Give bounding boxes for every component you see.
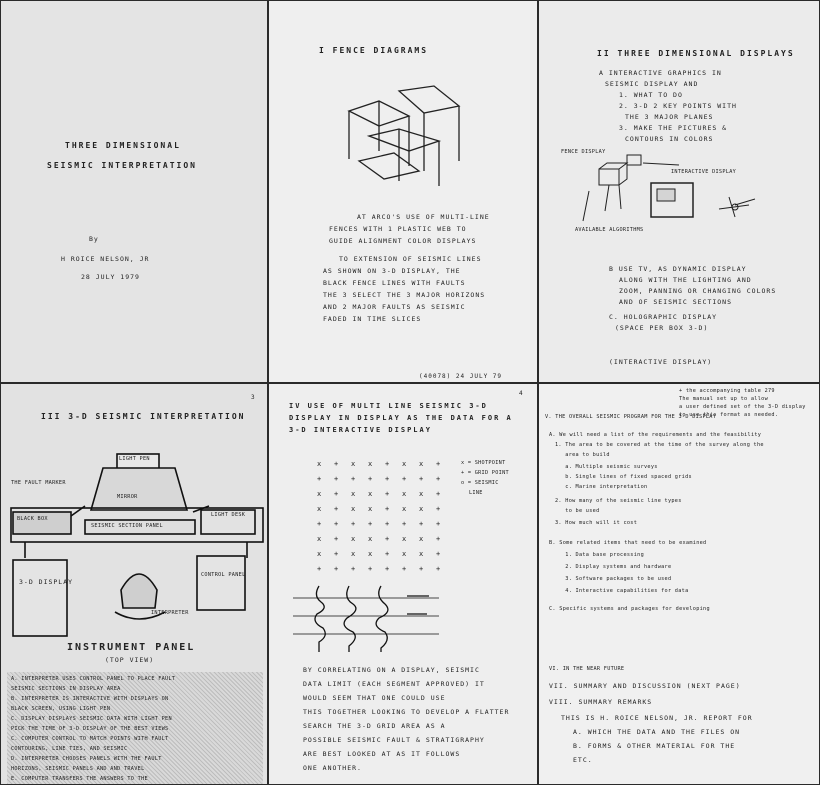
grid-mark: + xyxy=(334,505,339,513)
grid-mark: + xyxy=(385,490,390,498)
instrument-panel-diagram xyxy=(5,440,265,640)
grid-mark: x xyxy=(317,490,322,498)
grid-mark: + xyxy=(334,520,339,528)
grid-mark: x xyxy=(402,535,407,543)
grid-mark: x xyxy=(402,460,407,468)
grid-mark: x xyxy=(317,505,322,513)
grid-mark: x xyxy=(419,490,424,498)
grid-mark: x xyxy=(351,460,356,468)
grid-mark: + xyxy=(368,565,373,573)
seismic-panel-label: SEISMIC SECTION PANEL xyxy=(91,523,163,529)
page-multi-line-seismic: 4 IV USE OF MULTI LINE SEISMIC 3-D DISPLAY IN DISPLAY AS THE DATA FOR A 3-D INTERACTIVE DISPLAY x + x x + x x + + + + + + + + + x + x x + x x + x + x x + x x + + + + + + + + + x + x x + x x + x + x x + x x + + + + + + + + + x = SHOTPOINT + = GRID POINT o = SEISMIC LINE BY CORRELATING ON A DISPLAY, SEISMIC DATA LIMIT (EACH SEGMENT APPROVED) IT WOULD SEEM THAT ONE COULD USE THIS TOGETHER LOOKING TO DEVELOP A FLATTER SEARCH THE 3-D GRID AREA AS A POSSIBLE SEISMIC FAULT & STRATIGRAPHY ARE BEST LOOKED AT AS IT FOLLOWS ONE ANOTHER. xyxy=(268,383,538,785)
interactive-display-label: INTERACTIVE DISPLAY xyxy=(671,169,737,175)
grid-mark: + xyxy=(368,520,373,528)
seismic-traces-figure xyxy=(289,580,449,660)
displays-footer: (INTERACTIVE DISPLAY) xyxy=(609,358,713,366)
grid-mark: x xyxy=(402,505,407,513)
grid-mark: x xyxy=(419,550,424,558)
instrument-panel-title: INSTRUMENT PANEL xyxy=(67,642,196,653)
control-panel-label: CONTROL PANEL xyxy=(201,572,246,578)
grid-mark: x xyxy=(368,490,373,498)
page-3d-displays: II THREE DIMENSIONAL DISPLAYS A INTERACTIVE GRAPHICS IN SEISMIC DISPLAY AND 1. WHAT TO DO 2. 3-D 2 KEY POINTS WITH THE 3 MAJOR PLANES 3. MAKE THE PICTURES & CONTOURS IN COLORS FENCE DISPLAY INTERACTIVE DISPLAY AVAILABLE ALGORITHMS B USE TV, AS DYNAMIC DISPLAY ALONG WITH THE LIGHTING AND ZOOM, PANNING OR CHANGING COLORS AND OF SEISMIC SECTIONS C. HOLOGRAPHIC DISPLAY (SPACE PER BOX 3-D) (INTERACTIVE DISPLAY) xyxy=(538,0,820,383)
grid-mark: + xyxy=(419,520,424,528)
page-fence-diagrams: I FENCE DIAGRAMS AT ARCO'S USE OF MULTI-LINE FENCES WITH 1 PLASTIC WEB TO GUIDE ALIGNMENT COLOR DISPLAYS TO EXTENSION OF SEISMIC LINES AS SHOWN ON 3-D DISPLAY, THE BLACK FENCE LINES WITH FAULTS THE 3 SELECT THE 3 MAJOR HORIZONS AND 2 MAJOR FAULTS AS SEISMIC FADED IN TIME SLICES (40078) 24 JULY 79 xyxy=(268,0,538,383)
grid-mark: + xyxy=(334,490,339,498)
grid-mark: + xyxy=(436,565,441,573)
black-box-label: BLACK BOX xyxy=(17,516,48,522)
instrument-panel-subtitle: (TOP VIEW) xyxy=(105,656,155,664)
grid-mark: x xyxy=(402,490,407,498)
fence-page-number: (40078) 24 JULY 79 xyxy=(419,373,503,380)
grid-mark: + xyxy=(351,475,356,483)
grid-mark: + xyxy=(402,520,407,528)
title-line-1: THREE DIMENSIONAL xyxy=(65,141,181,150)
fence-display-label: FENCE DISPLAY xyxy=(561,149,606,155)
grid-mark: + xyxy=(317,475,322,483)
grid-mark: + xyxy=(385,505,390,513)
program-intro: V. THE OVERALL SEISMIC PROGRAM FOR THE 3-D DISPLAY xyxy=(545,414,717,420)
light-desk-label: LIGHT DESK xyxy=(211,512,246,518)
fence-heading: I FENCE DIAGRAMS xyxy=(319,46,429,55)
grid-mark: + xyxy=(436,460,441,468)
displays-heading: II THREE DIMENSIONAL DISPLAYS xyxy=(597,49,795,58)
grid-mark: + xyxy=(334,565,339,573)
grid-mark: + xyxy=(351,520,356,528)
available-algorithms-label: AVAILABLE ALGORITHMS xyxy=(575,227,644,233)
mirror-label: MIRROR xyxy=(117,494,138,500)
3d-display-label: 3-D DISPLAY xyxy=(19,578,74,586)
grid-mark: x xyxy=(368,460,373,468)
page-program-outline: + the accompanying table 279 The manual set up to allow a user defined set of the 3-D display to use this format as needed. V. THE OVERALL SEISMIC PROGRAM FOR THE 3-D DISPLAY A. We will need a list of the requirements and the feasibility 1. The area to be covered at the time of the survey along the area to build a. Multiple seismic surveys b. Single lines of fixed spaced grids c. Marine interpretation 2. How many of the seismic line types to be used 3. How much will it cost B. Some related items that need to be examined 1. Data base processing 2. Display systems and hardware 3. Software packages to be used 4. Interactive capabilities for data C. Specific systems and packages for developing VI. IN THE NEAR FUTURE VII. SUMMARY AND DISCUSSION (NEXT PAGE) VIII. SUMMARY REMARKS THIS IS H. ROICE NELSON, JR. REPORT FOR A. WHICH THE DATA AND THE FILES ON B. FORMS & OTHER MATERIAL FOR THE ETC. xyxy=(538,383,820,785)
grid-mark: + xyxy=(317,565,322,573)
title-line-2: SEISMIC INTERPRETATION xyxy=(47,161,197,170)
grid-mark: x xyxy=(351,535,356,543)
page-title-card xyxy=(0,0,268,383)
grid-mark: + xyxy=(334,535,339,543)
page-seismic-interpretation: 3 III 3-D SEISMIC INTERPRETATION LIGHT PEN THE FAULT MARKER MIRROR BLACK BOX SEISMIC SECTION PANEL LIGHT DESK 3-D DISPLAY CONTROL PANEL INTERPRETER INSTRUMENT PANEL (TOP VIEW) A. INTERPRETER USES CONTROL PANEL TO PLACE FAULT SEISMIC SECTIONS IN DISPLAY AREA B. INTERPRETER IS INTERACTIVE WITH DISPLAYS ON BLACK SCREEN, USING LIGHT PEN C. DISPLAY DISPLAYS SEISMIC DATA WITH LIGHT PEN PICK THE TIME OF 3-D DISPLAY OF THE BEST VIEWS C. COMPUTER CONTROL TO MATCH POINTS WITH FAULT CONTOURING, LINE TIES, AND SEISMIC D. INTERPRETER CHOOSES PANELS WITH THE FAULT HORIZONS, SEISMIC PANELS AND AND TRAVEL E. COMPUTER TRANSFERS THE ANSWERS TO THE xyxy=(0,383,268,785)
grid-mark: + xyxy=(436,550,441,558)
fence-diagram-figure xyxy=(339,81,479,191)
author-name: H ROICE NELSON, JR xyxy=(61,255,150,263)
grid-mark: x xyxy=(368,550,373,558)
grid-mark: + xyxy=(419,475,424,483)
multiline-page-number: 4 xyxy=(519,390,524,397)
grid-mark: + xyxy=(317,520,322,528)
grid-mark: x xyxy=(351,505,356,513)
grid-mark: + xyxy=(436,535,441,543)
grid-mark: + xyxy=(334,550,339,558)
grid-mark: + xyxy=(419,565,424,573)
title-date: 28 JULY 1979 xyxy=(81,273,140,281)
grid-mark: x xyxy=(402,550,407,558)
grid-mark: + xyxy=(334,460,339,468)
grid-mark: + xyxy=(385,535,390,543)
grid-mark: + xyxy=(385,460,390,468)
light-pen-label: LIGHT PEN xyxy=(119,456,150,462)
grid-mark: x xyxy=(317,550,322,558)
grid-mark: + xyxy=(402,475,407,483)
grid-mark: + xyxy=(385,565,390,573)
grid-mark: + xyxy=(385,520,390,528)
grid-mark: x xyxy=(419,505,424,513)
grid-mark: x xyxy=(368,505,373,513)
grid-mark: + xyxy=(351,565,356,573)
by-label: By xyxy=(89,235,99,243)
interp-heading: III 3-D SEISMIC INTERPRETATION xyxy=(41,412,246,421)
grid-mark: x xyxy=(317,460,322,468)
grid-mark: + xyxy=(436,520,441,528)
display-setup-sketch xyxy=(559,151,799,231)
grid-mark: x xyxy=(419,535,424,543)
grid-mark: + xyxy=(436,490,441,498)
grid-mark: + xyxy=(334,475,339,483)
grid-mark: x xyxy=(351,550,356,558)
fault-marker-label: THE FAULT MARKER xyxy=(11,480,66,486)
grid-mark: + xyxy=(368,475,373,483)
shotpoint-grid xyxy=(309,454,459,584)
grid-mark: + xyxy=(385,475,390,483)
grid-mark: + xyxy=(385,550,390,558)
grid-mark: x xyxy=(419,460,424,468)
interpreter-label: INTERPRETER xyxy=(151,610,189,616)
interp-page-number: 3 xyxy=(251,394,256,401)
grid-mark: + xyxy=(436,475,441,483)
grid-mark: + xyxy=(402,565,407,573)
grid-mark: x xyxy=(368,535,373,543)
grid-mark: x xyxy=(317,535,322,543)
grid-mark: x xyxy=(351,490,356,498)
grid-mark: + xyxy=(436,505,441,513)
